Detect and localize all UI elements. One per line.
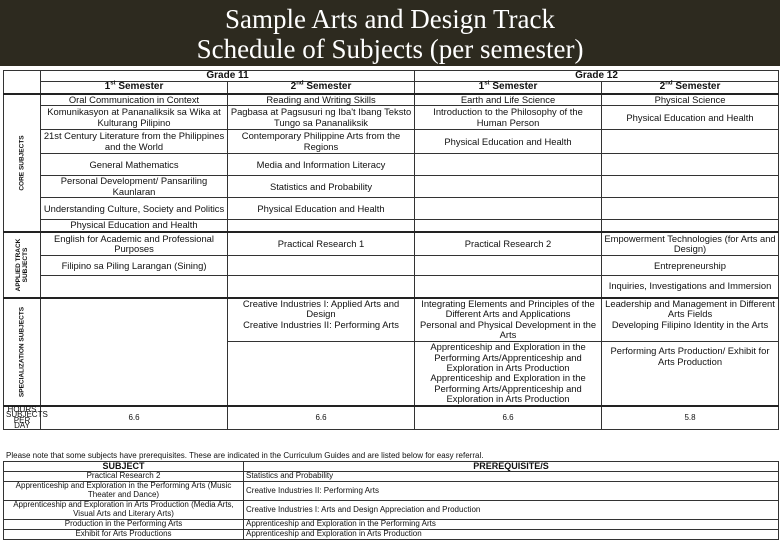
title-bar [0, 0, 780, 66]
applied-category-label: APPLIED TRACK SUBJECTS [4, 232, 41, 298]
hours-row [4, 406, 779, 430]
empty-cell [602, 176, 779, 198]
core-category-label: CORE SUBJECTS [4, 94, 41, 232]
table-row [4, 472, 779, 482]
table-row [4, 530, 779, 540]
prerequisite-column-header: PREREQUISITE/S [244, 462, 779, 472]
core-subject: Pagbasa at Pagsusuri ng Iba't Ibang Teksto Tungo sa Pananaliksik [228, 106, 415, 130]
g11-sem1-header: 1st Semester [41, 82, 228, 94]
prereq-value: Statistics and Probability [244, 472, 779, 482]
spec-subject [602, 298, 779, 342]
header-corner-cell [4, 71, 41, 94]
empty-cell [228, 256, 415, 276]
applied-row-1 [4, 232, 779, 256]
applied-subject: Filipino sa Piling Larangan (Sining) [41, 256, 228, 276]
prereq-header-row [4, 462, 779, 472]
core-row-2 [4, 106, 779, 130]
table-row [4, 520, 779, 530]
grade-12-header: Grade 12 [415, 71, 779, 82]
applied-row-3 [4, 276, 779, 298]
prereq-subject: Production in the Performing Arts [4, 520, 244, 530]
page-title-line-1: Sample Arts and Design Track [225, 4, 555, 34]
core-subject: Physical Education and Health [602, 106, 779, 130]
core-subject: Understanding Culture, Society and Politics [41, 198, 228, 220]
core-subject: General Mathematics [41, 154, 228, 176]
hours-value: 6.6 [415, 406, 602, 430]
g11-sem2-header: 2nd Semester [228, 82, 415, 94]
spec-subject-item: Leadership and Management in Different Arts Fields [605, 297, 775, 320]
empty-cell [602, 198, 779, 220]
empty-cell [228, 342, 415, 406]
prereq-value: Creative Industries I: Arts and Design Appreciation and Production [244, 501, 779, 520]
spec-subject-item: Personal and Physical Development in the Arts [419, 318, 597, 340]
hours-label: HOURS SUBJECTS PER DAY [4, 406, 41, 430]
core-subject: Introduction to the Philosophy of the Human Person [415, 106, 602, 130]
core-row-3 [4, 130, 779, 154]
spec-subject [602, 342, 779, 406]
core-subject: Physical Education and Health [415, 130, 602, 154]
semester-header-row [4, 82, 779, 94]
spec-subject-item: Integrating Elements and Principles of the Different Arts and Applications [421, 297, 595, 320]
core-row-5 [4, 176, 779, 198]
core-subject: Reading and Writing Skills [228, 94, 415, 106]
empty-cell [41, 298, 228, 406]
core-subject: Physical Education and Health [228, 198, 415, 220]
grade-11-header: Grade 11 [41, 71, 415, 82]
table-row [4, 482, 779, 501]
prereq-value: Apprenticeship and Exploration in the Performing Arts [244, 520, 779, 530]
empty-cell [602, 154, 779, 176]
core-subject: Physical Education and Health [41, 220, 228, 232]
applied-subject: Empowerment Technologies (for Arts and Design) [602, 232, 779, 256]
empty-cell [415, 198, 602, 220]
core-row-7 [4, 220, 779, 232]
core-subject: Physical Science [602, 94, 779, 106]
core-subject: Statistics and Probability [228, 176, 415, 198]
empty-cell [228, 276, 415, 298]
applied-subject: Practical Research 1 [228, 232, 415, 256]
core-row-4 [4, 154, 779, 176]
empty-cell [415, 220, 602, 232]
spec-row-1 [4, 298, 779, 342]
spec-subject-item: Developing Filipino Identity in the Arts [611, 318, 769, 330]
empty-cell [415, 256, 602, 276]
applied-subject: Practical Research 2 [415, 232, 602, 256]
spec-subject-item: Creative Industries II: Performing Arts [243, 318, 399, 330]
core-row-6 [4, 198, 779, 220]
spec-subject [415, 342, 602, 406]
empty-cell [602, 130, 779, 154]
core-subject: Komunikasyon at Pananaliksik sa Wika at Kulturang Pilipino [41, 106, 228, 130]
core-subject: Personal Development/ Pansariling Kaunlaran [41, 176, 228, 198]
specialization-category-label: SPECIALIZATION SUBJECTS [4, 298, 41, 406]
empty-cell [41, 276, 228, 298]
prereq-subject: Exhibit for Arts Productions [4, 530, 244, 540]
applied-subject: Inquiries, Investigations and Immersion [602, 276, 779, 298]
core-subject: Oral Communication in Context [41, 94, 228, 106]
empty-cell [228, 220, 415, 232]
spec-subject-item: Creative Industries I: Applied Arts and Design [242, 297, 400, 320]
prerequisite-table [3, 461, 779, 540]
schedule-table [3, 70, 779, 430]
prereq-subject: Apprenticeship and Exploration in Arts Production (Media Arts, Visual Arts and Literary Arts) [4, 501, 244, 520]
core-row-1 [4, 94, 779, 106]
prerequisite-note: Please note that some subjects have prerequisites. These are indicated in the Curriculum Guides and are listed below for easy referral. [6, 451, 484, 460]
core-subject: 21st Century Literature from the Philippines and the World [41, 130, 228, 154]
applied-subject: English for Academic and Professional Purposes [41, 232, 228, 256]
table-row [4, 501, 779, 520]
hours-value: 6.6 [228, 406, 415, 430]
empty-cell [415, 176, 602, 198]
page-title-line-2: Schedule of Subjects (per semester) [196, 34, 584, 64]
empty-cell [415, 154, 602, 176]
hours-value: 5.8 [602, 406, 779, 430]
core-subject: Media and Information Literacy [228, 154, 415, 176]
spec-subject-item: Performing Arts Production/ Exhibit for Arts Production [610, 345, 770, 367]
prereq-value: Creative Industries II: Performing Arts [244, 482, 779, 501]
prereq-subject: Practical Research 2 [4, 472, 244, 482]
empty-cell [602, 220, 779, 232]
spec-subject [228, 298, 415, 342]
core-subject: Earth and Life Science [415, 94, 602, 106]
empty-cell [415, 276, 602, 298]
spec-subject-item: Apprenticeship and Exploration in the Performing Arts/Apprenticeship and Exploration in Arts Production [430, 372, 586, 405]
hours-value: 6.6 [41, 406, 228, 430]
spec-subject [415, 298, 602, 342]
g12-sem1-header: 1st Semester [415, 82, 602, 94]
applied-row-2 [4, 256, 779, 276]
spec-subject-item: Apprenticeship and Exploration in the Performing Arts/Apprenticeship and Exploration in Arts Production [430, 341, 586, 374]
g12-sem2-header: 2nd Semester [602, 82, 779, 94]
subject-column-header: SUBJECT [4, 462, 244, 472]
core-subject: Contemporary Philippine Arts from the Regions [228, 130, 415, 154]
applied-subject: Entrepreneurship [602, 256, 779, 276]
prereq-value: Apprenticeship and Exploration in Arts Production [244, 530, 779, 540]
prereq-subject: Apprenticeship and Exploration in the Performing Arts (Music Theater and Dance) [4, 482, 244, 501]
